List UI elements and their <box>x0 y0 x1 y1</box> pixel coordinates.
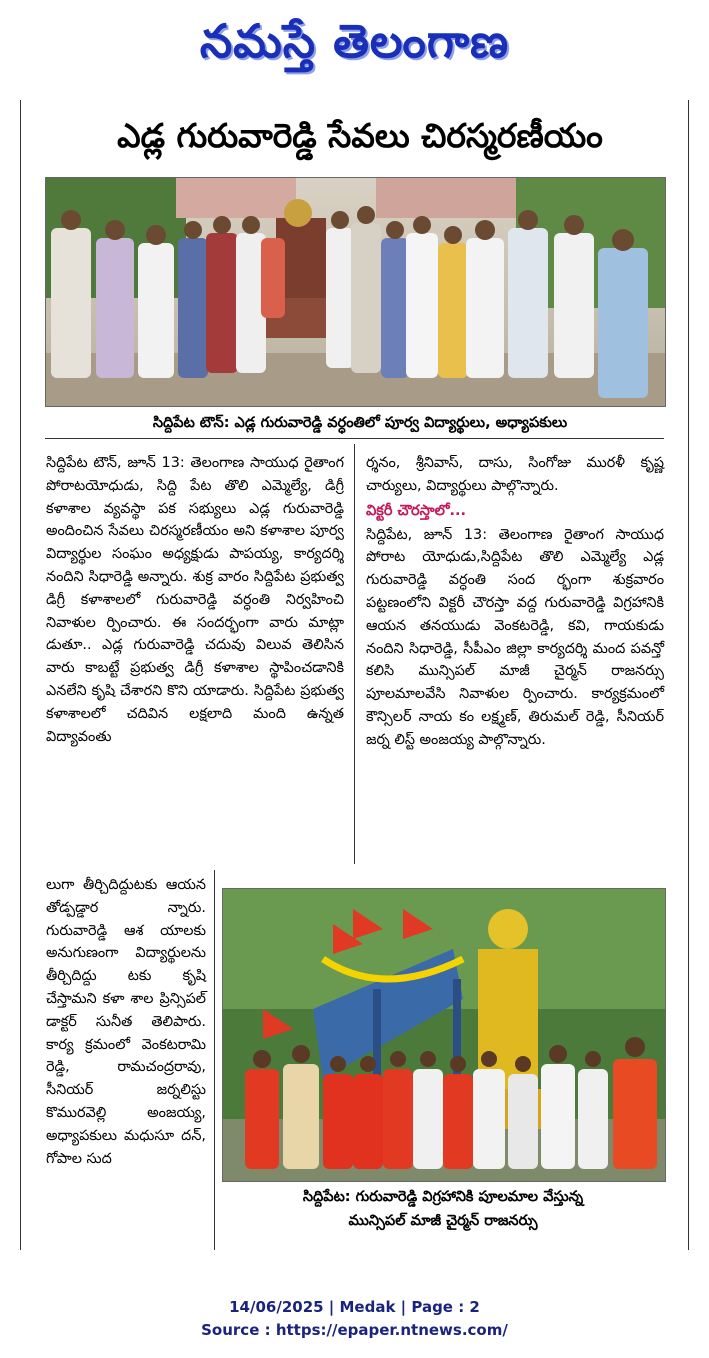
article-right-body: సిద్దిపేట, జూన్ 13: తెలంగాణ రైతాంగ సాయుధ పోరాట యోధుడు,సిద్దిపేట తొలి ఎమ్మెల్యే ఎడ్ల గురువారెడ్డి వర్ధంతి సంద ర్భంగా శుక్రవారం పట్టణంలోని విక్టరీ చౌరస్తా వద్ద గురువారెడ్డి విగ్రహానికి ఆయన తనయుడు వెంకటరెడ్డి, కవి, గాయకుడు నందిని సిధారెడ్డి, సీపీఎం జిల్లా కార్యదర్శి మంద పవన్తో కలిసి మున్సిపల్ మాజీ చైర్మన్ రాజనర్సు పూలమాలవేసి నివాళుల ర్పించారు. కార్యక్రమంలో కౌన్సిలర్ నాయ కం లక్ష్మణ్, తిరుమల్ రెడ్డి, సీనియర్ జర్న లిస్ట్ అంజయ్య పాల్గొన్నారు. <box>366 526 664 748</box>
statue-photo-image <box>223 889 665 1181</box>
photo1-caption: సిద్దిపేట టౌన్: ఎడ్ల గురువారెడ్డి వర్ధంతిలో పూర్వ విద్యార్థులు, అధ్యాపకులు <box>152 415 568 431</box>
statue-photo <box>222 888 666 1182</box>
footer-source-link[interactable]: Source : https://epaper.ntnews.com/ <box>201 1321 508 1339</box>
group-photo <box>45 177 666 407</box>
article-right-top: ర్శనం, శ్రీనివాస్, దాసు, సింగోజు మురళీ కృష్ణ చార్యులు, విద్యార్థులు పాల్గొన్నారు. <box>366 455 664 494</box>
article-right-column <box>366 452 664 752</box>
article-narrow-column <box>46 874 206 1170</box>
group-photo-image <box>46 178 665 406</box>
article-narrow-text: లుగా తీర్చిదిద్దుటకు ఆయన తోడ్పడ్డార న్నారు. గురువారెడ్డి ఆశ యాలకు అనుగుణంగా విద్యార్థులను తీర్చిదిద్దు టకు కృషి చేస్తామని కళా శాల ప్రిన్సిపల్ డాక్టర్ సునీత తెలిపారు. కార్య క్రమంలో వెంకటరామి రెడ్డి, రామచంద్రరావు, సీనియర్ జర్నలిస్టు కొమురవెల్లి అంజయ్య, అధ్యాపకులు మధుసూ దన్, గోపాల సుద <box>46 877 206 1167</box>
article-left-column <box>46 452 344 748</box>
headline: ఎడ్ల గురువారెడ్డి సేవలు చిరస్మరణీయం <box>117 116 603 155</box>
footer-date-edition: 14/06/2025 | Medak | Page : 2 <box>229 1298 480 1316</box>
subhead-victory-chowrasta: విక్టరీ చౌరస్తాలో... <box>366 502 467 519</box>
article-left-text: సిద్దిపేట టౌన్, జూన్ 13: తెలంగాణ సాయుధ రైతాంగ పోరాటయోధుడు, సిద్ది పేట తొలి ఎమ్మెల్యే, డిగ్రీ కళాశాల వ్యవస్థా పక సభ్యులు ఎడ్ల గురువారెడ్డి అందించిన సేవలు చిరస్మరణీయం అని కళాశాల పూర్వ విద్యార్థుల సంఘం అధ్యక్షుడు పాపయ్య, కార్యదర్శి నందిని సిధారెడ్డి అన్నారు. శుక్ర వారం సిద్దిపేట ప్రభుత్వ డిగ్రీ కళాశాలలో గురువారెడ్డి వర్ధంతి నిర్వహించి నివాళుల ర్పించారు. ఈ సందర్భంగా వారు మాట్లా డుతూ.. ఎడ్ల గురువారెడ్డి చదువు విలువ తెలిసిన వారు కాబట్టే ప్రభుత్వ డిగ్రీ కళాశాల స్థాపించడానికి ఎనలేని కృషి చేశారని కొని యాడారు. సిద్దిపేట ప్రభుత్వ కళాశాలలో చదివిన లక్షలాది మంది ఉన్నత విద్యావంతు <box>46 455 344 745</box>
column-divider <box>354 444 355 864</box>
masthead-logo: నమస్తే తెలంగాణ <box>199 14 510 68</box>
divider-right <box>688 100 689 1250</box>
caption-rule <box>45 438 664 439</box>
photo2-divider <box>214 870 215 1250</box>
photo2-caption-line1: సిద్దిపేట: గురువారెడ్డి విగ్రహానికి పూలమాల వేస్తున్న <box>302 1189 584 1205</box>
divider-left <box>20 100 21 1250</box>
photo2-caption-line2: మున్సిపల్ మాజీ చైర్మన్ రాజనర్సు <box>348 1213 538 1229</box>
